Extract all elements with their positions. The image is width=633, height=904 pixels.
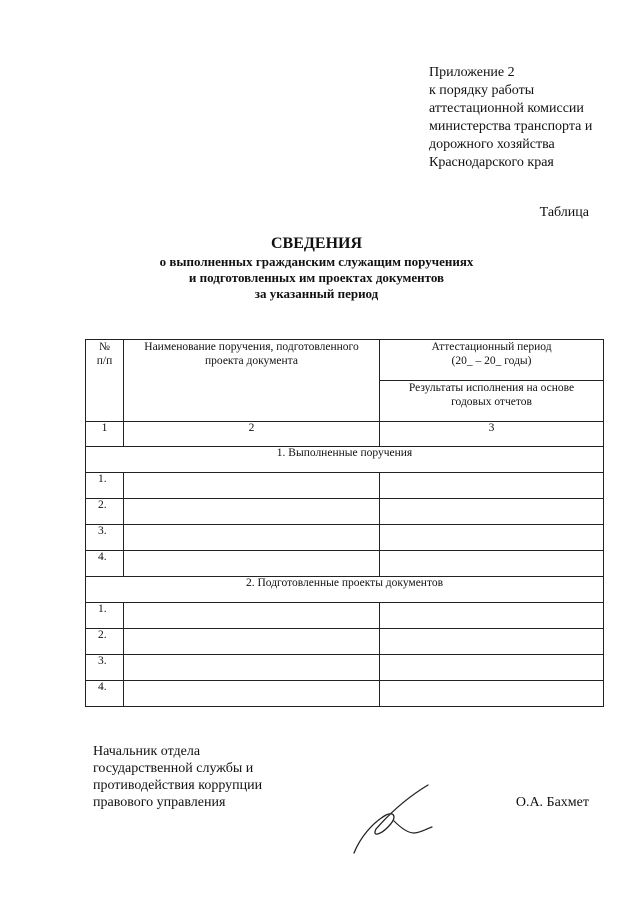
- row-name-cell: [124, 473, 380, 499]
- signer-position-line: правового управления: [93, 795, 226, 810]
- header-row: [86, 340, 604, 381]
- row-name-cell: [124, 525, 380, 551]
- document-title: СВЕДЕНИЯ: [270, 235, 363, 252]
- header-results-cell: [380, 381, 604, 422]
- table-row: [86, 499, 604, 525]
- report-table: [85, 339, 604, 707]
- column-number: 1: [86, 422, 124, 447]
- row-number: 1.: [86, 473, 124, 499]
- row-number: 1.: [86, 603, 124, 629]
- header-text: (20_ – 20_ годы): [451, 355, 532, 367]
- row-number: 2.: [86, 499, 124, 525]
- table-label: Таблица: [539, 205, 589, 220]
- section-title: 1. Выполненные поручения: [86, 447, 604, 473]
- subtitle-line: за указанный период: [254, 286, 379, 301]
- row-result-cell: [380, 681, 604, 707]
- section-title: 2. Подготовленные проекты документов: [86, 577, 604, 603]
- appendix-line: дорожного хозяйства: [429, 137, 555, 152]
- header-text: проекта документа: [205, 355, 298, 367]
- header-period-cell: [380, 340, 604, 381]
- column-number: 3: [380, 422, 604, 447]
- appendix-line: министерства транспорта и: [429, 119, 593, 134]
- header-text: Наименование поручения, подготовленного: [144, 341, 359, 353]
- subtitle-line: о выполненных гражданским служащим поручениях: [159, 254, 474, 269]
- column-number: 2: [124, 422, 380, 447]
- header-text: №: [99, 341, 110, 353]
- signer-position-line: Начальник отдела: [93, 744, 201, 759]
- row-name-cell: [124, 681, 380, 707]
- signer-name: О.А. Бахмет: [515, 795, 589, 810]
- row-name-cell: [124, 629, 380, 655]
- row-result-cell: [380, 629, 604, 655]
- subtitle-line: и подготовленных им проектах документов: [188, 270, 445, 285]
- row-number: 3.: [86, 655, 124, 681]
- row-result-cell: [380, 525, 604, 551]
- column-number-row: [86, 422, 604, 447]
- row-number: 4.: [86, 681, 124, 707]
- table-row: [86, 551, 604, 577]
- row-result-cell: [380, 551, 604, 577]
- appendix-note: [429, 64, 592, 172]
- row-result-cell: [380, 655, 604, 681]
- header-name-cell: [124, 340, 380, 422]
- appendix-line: Краснодарского края: [429, 155, 554, 170]
- table-row: [86, 629, 604, 655]
- table-row: [86, 473, 604, 499]
- section-row: [86, 447, 604, 473]
- appendix-line: аттестационной комиссии: [429, 101, 584, 116]
- section-row: [86, 577, 604, 603]
- row-number: 2.: [86, 629, 124, 655]
- table-row: [86, 525, 604, 551]
- row-name-cell: [124, 655, 380, 681]
- row-result-cell: [380, 499, 604, 525]
- row-name-cell: [124, 603, 380, 629]
- table-row: [86, 681, 604, 707]
- signature-stroke: [394, 821, 432, 833]
- header-number-cell: [86, 340, 124, 422]
- row-number: 4.: [86, 551, 124, 577]
- header-text: годовых отчетов: [451, 396, 532, 408]
- header-text: п/п: [96, 355, 113, 367]
- row-result-cell: [380, 473, 604, 499]
- header-text: Аттестационный период: [431, 341, 552, 353]
- signature-block: [93, 743, 262, 811]
- appendix-line: Приложение 2: [429, 65, 515, 80]
- header-text: Результаты исполнения на основе: [408, 382, 575, 394]
- appendix-line: к порядку работы: [429, 83, 535, 98]
- table-row: [86, 603, 604, 629]
- signature-stroke: [354, 785, 428, 853]
- row-result-cell: [380, 603, 604, 629]
- signer-position-line: государственной службы и: [93, 761, 254, 776]
- document-subtitle: [0, 254, 633, 302]
- row-number: 3.: [86, 525, 124, 551]
- row-name-cell: [124, 499, 380, 525]
- table-row: [86, 655, 604, 681]
- handwritten-signature: [350, 783, 440, 858]
- row-name-cell: [124, 551, 380, 577]
- signer-position-line: противодействия коррупции: [93, 778, 263, 793]
